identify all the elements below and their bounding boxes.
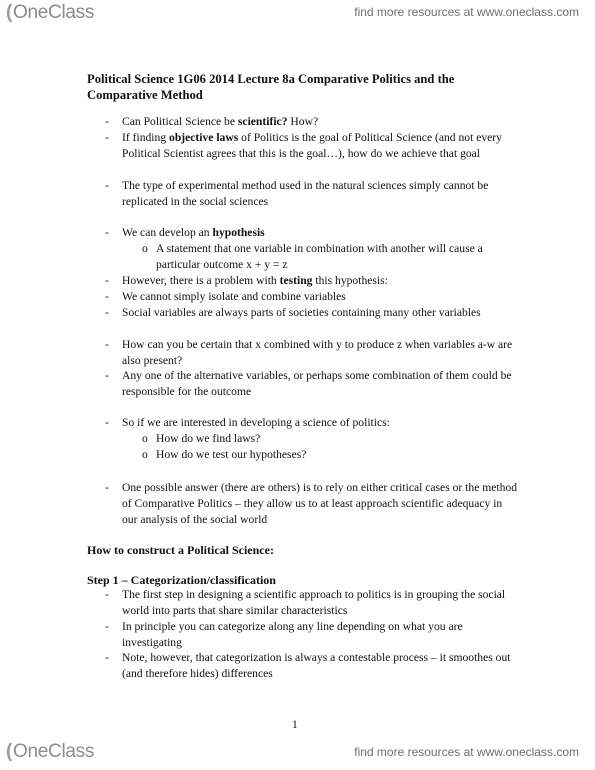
logo-bracket-icon: (: [6, 741, 13, 762]
oneclass-logo[interactable]: [6, 2, 94, 24]
logo-bracket-icon: (: [6, 2, 13, 23]
oneclass-footer: [0, 738, 595, 770]
section-heading: How to construct a Political Science:: [87, 543, 274, 557]
oneclass-logo[interactable]: [6, 741, 94, 763]
oneclass-header: [0, 0, 595, 32]
resources-link[interactable]: find more resources at www.oneclass.com: [354, 745, 579, 759]
step-heading: Step 1 – Categorization/classification: [87, 573, 276, 587]
document-title: Political Science 1G06 2014 Lecture 8a Comparative Politics and the Comparative Method: [87, 72, 455, 102]
page-number: 1: [292, 719, 298, 731]
resources-link[interactable]: find more resources at www.oneclass.com: [354, 5, 579, 19]
logo-text: OneClass: [13, 741, 95, 762]
logo-text: OneClass: [13, 2, 95, 23]
